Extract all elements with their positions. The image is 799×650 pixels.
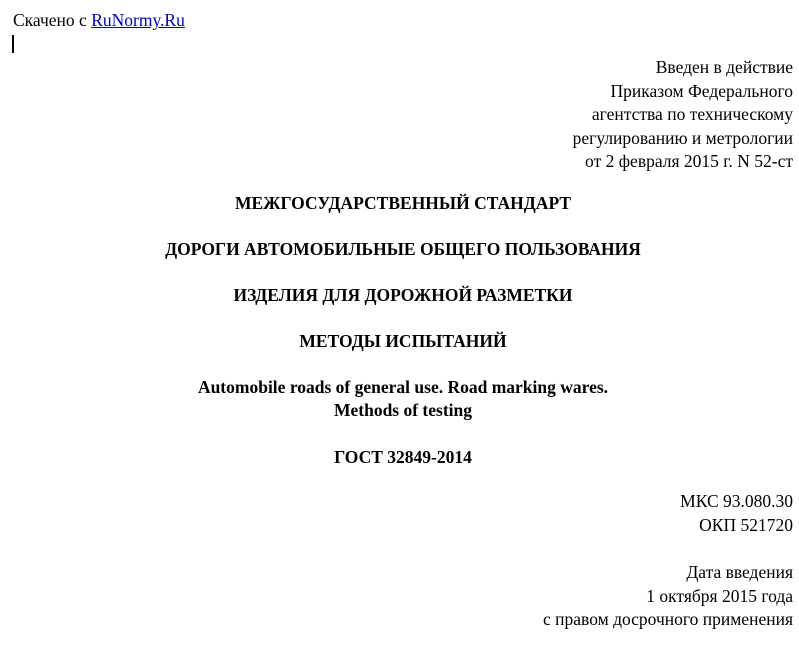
title-marking-wares: ИЗДЕЛИЯ ДЛЯ ДОРОЖНОЙ РАЗМЕТКИ [233, 285, 573, 305]
enactment-line-5: от 2 февраля 2015 г. N 52-ст [585, 151, 793, 171]
enactment-line-3: агентства по техническому [591, 104, 793, 124]
enactment-line-2: Приказом Федерального [610, 80, 793, 101]
mks-code: МКС 93.080.30 [680, 491, 793, 511]
enactment-line-4: регулированию и метрологии [572, 127, 793, 148]
english-title-line-2: Methods of testing [333, 400, 473, 420]
source-prefix: Скачено с [13, 10, 87, 30]
classification-codes [680, 490, 793, 537]
title-roads: ДОРОГИ АВТОМОБИЛЬНЫЕ ОБЩЕГО ПОЛЬЗОВАНИЯ [165, 239, 641, 259]
title-test-methods: МЕТОДЫ ИСПЫТАНИЙ [299, 331, 507, 351]
english-title-line-1: Automobile roads of general use. Road marking wares. [197, 377, 609, 397]
source-line [13, 9, 185, 31]
introduction-block [543, 561, 793, 632]
introduction-note: с правом досрочного применения [543, 609, 793, 629]
introduction-date: 1 октября 2015 года [646, 585, 793, 606]
enactment-line-1: Введен в действие [655, 57, 793, 77]
gost-number: ГОСТ 32849-2014 [334, 447, 472, 467]
enactment-block [573, 56, 793, 174]
english-title [0, 376, 799, 422]
source-link[interactable]: RuNormy.Ru [91, 10, 185, 30]
text-cursor [12, 35, 14, 53]
standard-type-heading: МЕЖГОСУДАРСТВЕННЫЙ СТАНДАРТ [234, 193, 572, 213]
introduction-label: Дата введения [686, 562, 793, 582]
okp-code: ОКП 521720 [699, 514, 793, 535]
